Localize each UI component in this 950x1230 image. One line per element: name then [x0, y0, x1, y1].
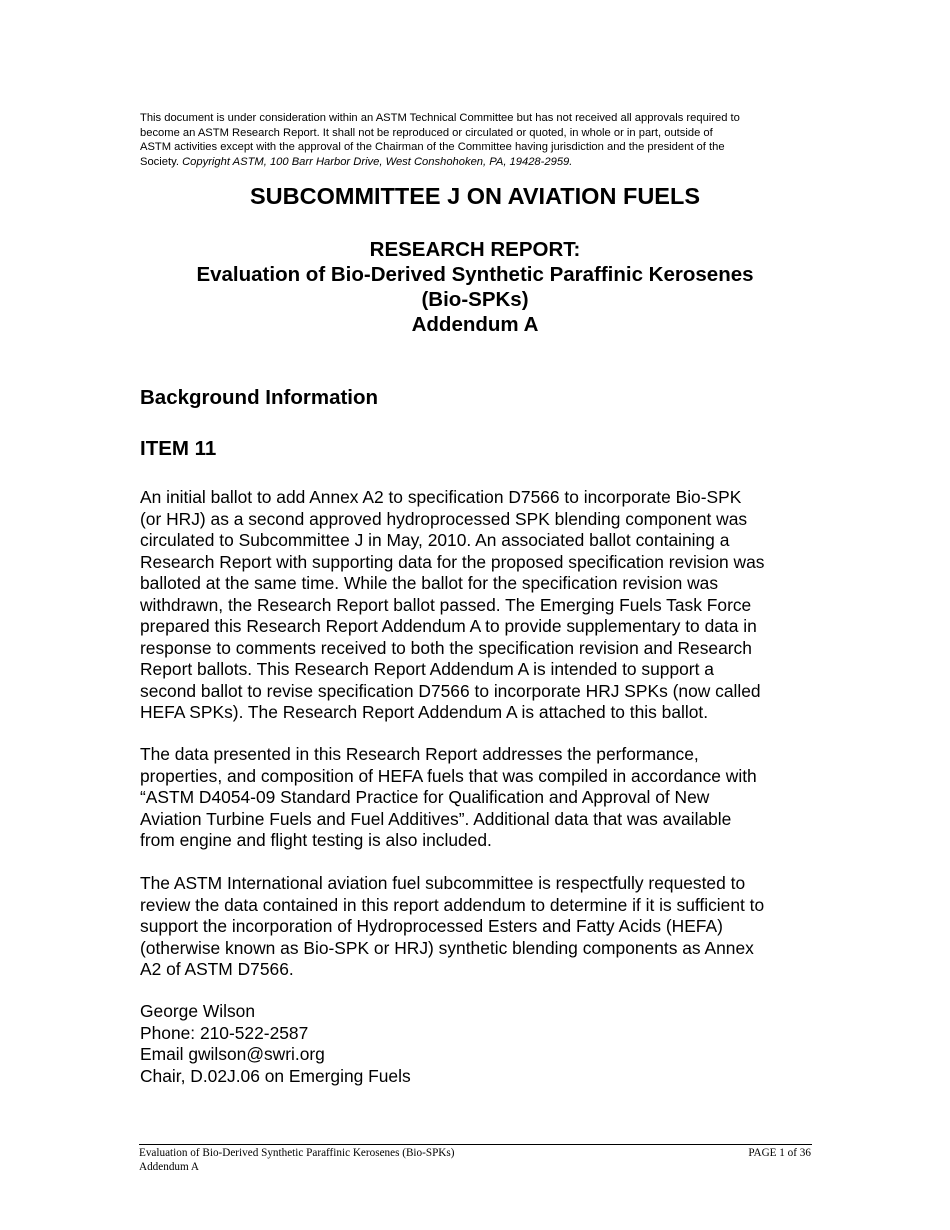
footer-divider: [139, 1144, 812, 1145]
text-line: response to comments received to both the specification revision and Research: [140, 637, 752, 658]
footer-page-number: PAGE 1 of 36: [748, 1147, 811, 1159]
text-line: prepared this Research Report Addendum A to provide supplementary to data in: [140, 616, 757, 636]
text-line: Research Report with supporting data for the proposed specification revision was: [140, 551, 765, 572]
paragraph-request: [140, 873, 830, 981]
report-title: Evaluation of Bio-Derived Synthetic Paraffinic Kerosenes: [196, 263, 754, 286]
text-line: properties, and composition of HEFA fuels that was compiled in accordance with: [140, 765, 757, 786]
text-line: The ASTM International aviation fuel subcommittee is respectfully requested to: [140, 873, 746, 893]
text-line: HEFA SPKs). The Research Report Addendum A is attached to this ballot.: [140, 702, 709, 722]
text-line: (otherwise known as Bio-SPK or HRJ) synthetic blending components as Annex: [140, 937, 754, 958]
report-label: RESEARCH REPORT:: [369, 238, 581, 261]
text-line: from engine and flight testing is also included.: [140, 830, 492, 850]
report-abbreviation: (Bio-SPKs): [421, 288, 529, 311]
text-line: withdrawn, the Research Report ballot passed. The Emerging Fuels Task Force: [140, 594, 752, 615]
text-line: balloted at the same time. While the ballot for the specification revision was: [140, 573, 719, 593]
item-heading: ITEM 11: [140, 437, 217, 460]
text-line: support the incorporation of Hydroprocessed Esters and Fatty Acids (HEFA): [140, 916, 723, 936]
contact-name: George Wilson: [140, 1001, 256, 1021]
committee-title: SUBCOMMITTEE J ON AVIATION FUELS: [250, 183, 700, 209]
text-line: Report ballots. This Research Report Addendum A is intended to support a: [140, 659, 714, 679]
disclaimer-line: This document is under consideration within an ASTM Technical Committee but has not received all approvals required to: [140, 112, 740, 124]
report-title-block: [0, 237, 950, 337]
text-line: An initial ballot to add Annex A2 to specification D7566 to incorporate Bio-SPK: [140, 487, 742, 507]
disclaimer-line: ASTM activities except with the approval of the Chairman of the Committee having jurisdiction and the president of the: [140, 141, 725, 154]
contact-role: Chair, D.02J.06 on Emerging Fuels: [140, 1065, 411, 1086]
footer-title-line: Evaluation of Bio-Derived Synthetic Paraffinic Kerosenes (Bio-SPKs): [139, 1147, 455, 1159]
contact-phone: Phone: 210-522-2587: [140, 1022, 309, 1043]
text-line: “ASTM D4054-09 Standard Practice for Qualification and Approval of New: [140, 787, 710, 807]
contact-email: Email gwilson@swri.org: [140, 1044, 325, 1064]
text-line: A2 of ASTM D7566.: [140, 959, 294, 979]
text-line: second ballot to revise specification D7566 to incorporate HRJ SPKs (now called: [140, 680, 761, 701]
report-addendum: Addendum A: [411, 313, 539, 336]
footer-addendum-line: Addendum A: [139, 1160, 199, 1173]
text-line: Aviation Turbine Fuels and Fuel Additives”. Additional data that was available: [140, 808, 732, 829]
text-line: The data presented in this Research Report addresses the performance,: [140, 744, 699, 764]
disclaimer-notice: [140, 111, 820, 169]
text-line: review the data contained in this report addendum to determine if it is sufficient to: [140, 894, 765, 915]
disclaimer-line: [140, 155, 820, 170]
footer-document-title: [139, 1147, 454, 1174]
text-line: (or HRJ) as a second approved hydroprocessed SPK blending component was: [140, 508, 748, 529]
copyright-notice: Copyright ASTM, 100 Barr Harbor Drive, West Conshohoken, PA, 19428-2959.: [182, 155, 573, 168]
disclaimer-society: Society.: [140, 155, 183, 168]
contact-block: [140, 1001, 411, 1087]
text-line: circulated to Subcommittee J in May, 2010. An associated ballot containing a: [140, 530, 730, 550]
paragraph-data-summary: [140, 744, 830, 852]
background-heading: Background Information: [140, 386, 379, 409]
paragraph-ballot-history: [140, 487, 830, 724]
disclaimer-line: become an ASTM Research Report. It shall not be reproduced or circulated or quoted, in whole or in part, outside of: [140, 126, 713, 139]
